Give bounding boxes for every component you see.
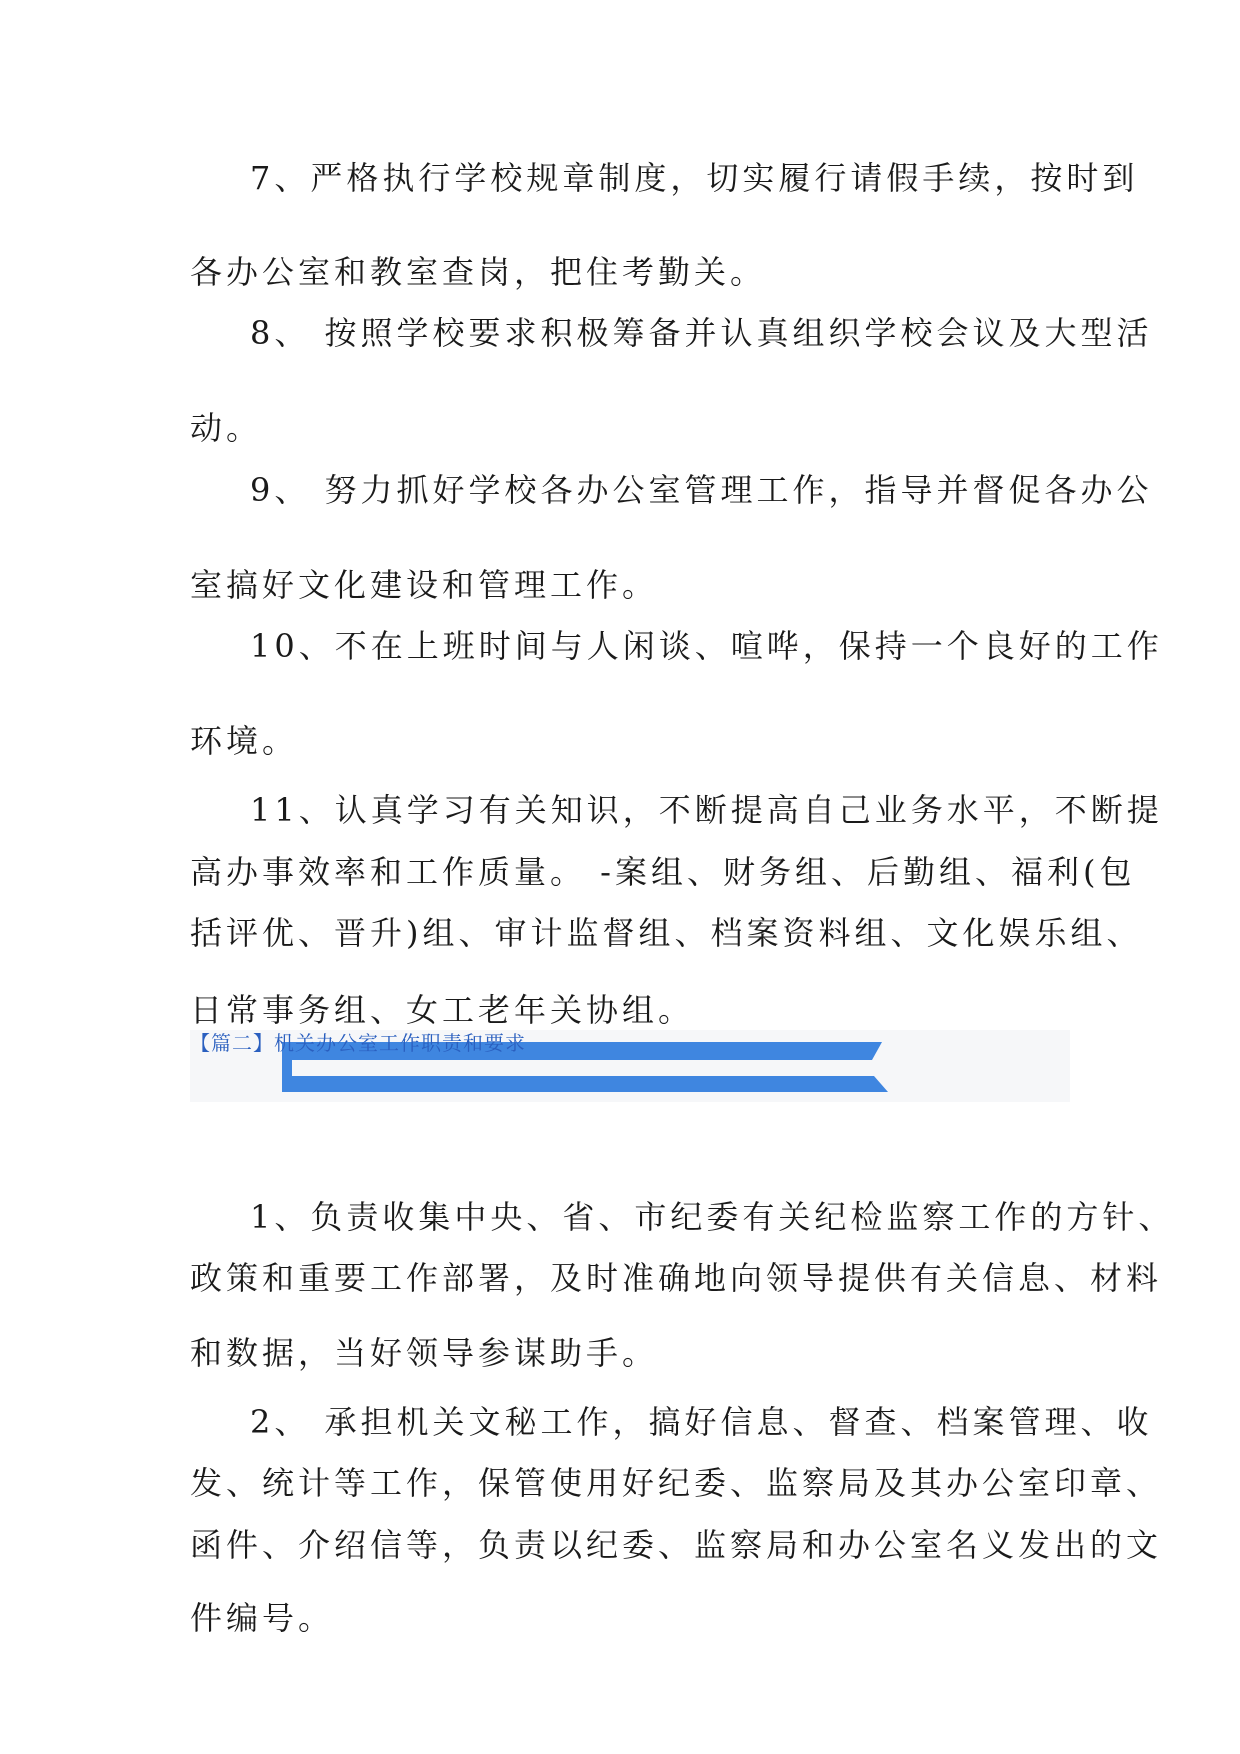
section-banner [190,1030,1070,1102]
paragraph-11-line-3: 括评优、晋升)组、审计监督组、档案资料组、文化娱乐组、 [190,914,1143,952]
item-1-line-1: 1、负责收集中央、省、市纪委有关纪检监察工作的方针、 [250,1198,1175,1236]
paragraph-8-line-2: 动。 [190,409,263,447]
paragraph-9-line-1: 9、 努力抓好学校各办公室管理工作，指导并督促各办公 [250,471,1153,509]
paragraph-7-line-1: 7、严格执行学校规章制度，切实履行请假手续，按时到 [250,159,1139,197]
paragraph-10-line-2: 环境。 [190,722,299,760]
section-heading: 【篇二】机关办公室工作职责和要求 [190,1031,526,1055]
item-2-line-1: 2、 承担机关文秘工作，搞好信息、督查、档案管理、收 [250,1403,1153,1441]
paragraph-10-line-1: 10、不在上班时间与人闲谈、喧哗，保持一个良好的工作 [250,627,1163,665]
item-2-line-3: 函件、介绍信等，负责以纪委、监察局和办公室名义发出的文 [190,1526,1163,1564]
paragraph-11-line-4: 日常事务组、女工老年关协组。 [190,991,695,1029]
item-1-line-3: 和数据，当好领导参谋助手。 [190,1334,659,1372]
paragraph-11-line-2: 高办事效率和工作质量。 -案组、财务组、后勤组、福利(包 [190,853,1136,891]
paragraph-9-line-2: 室搞好文化建设和管理工作。 [190,566,659,604]
paragraph-8-line-1: 8、 按照学校要求积极筹备并认真组织学校会议及大型活 [250,314,1153,352]
paragraph-7-line-2: 各办公室和教室查岗，把住考勤关。 [190,253,767,291]
item-2-line-4: 件编号。 [190,1599,335,1637]
item-1-line-2: 政策和重要工作部署，及时准确地向领导提供有关信息、材料 [190,1259,1163,1297]
item-2-line-2: 发、统计等工作，保管使用好纪委、监察局及其办公室印章、 [190,1464,1163,1502]
paragraph-11-line-1: 11、认真学习有关知识，不断提高自己业务水平，不断提 [250,791,1163,829]
